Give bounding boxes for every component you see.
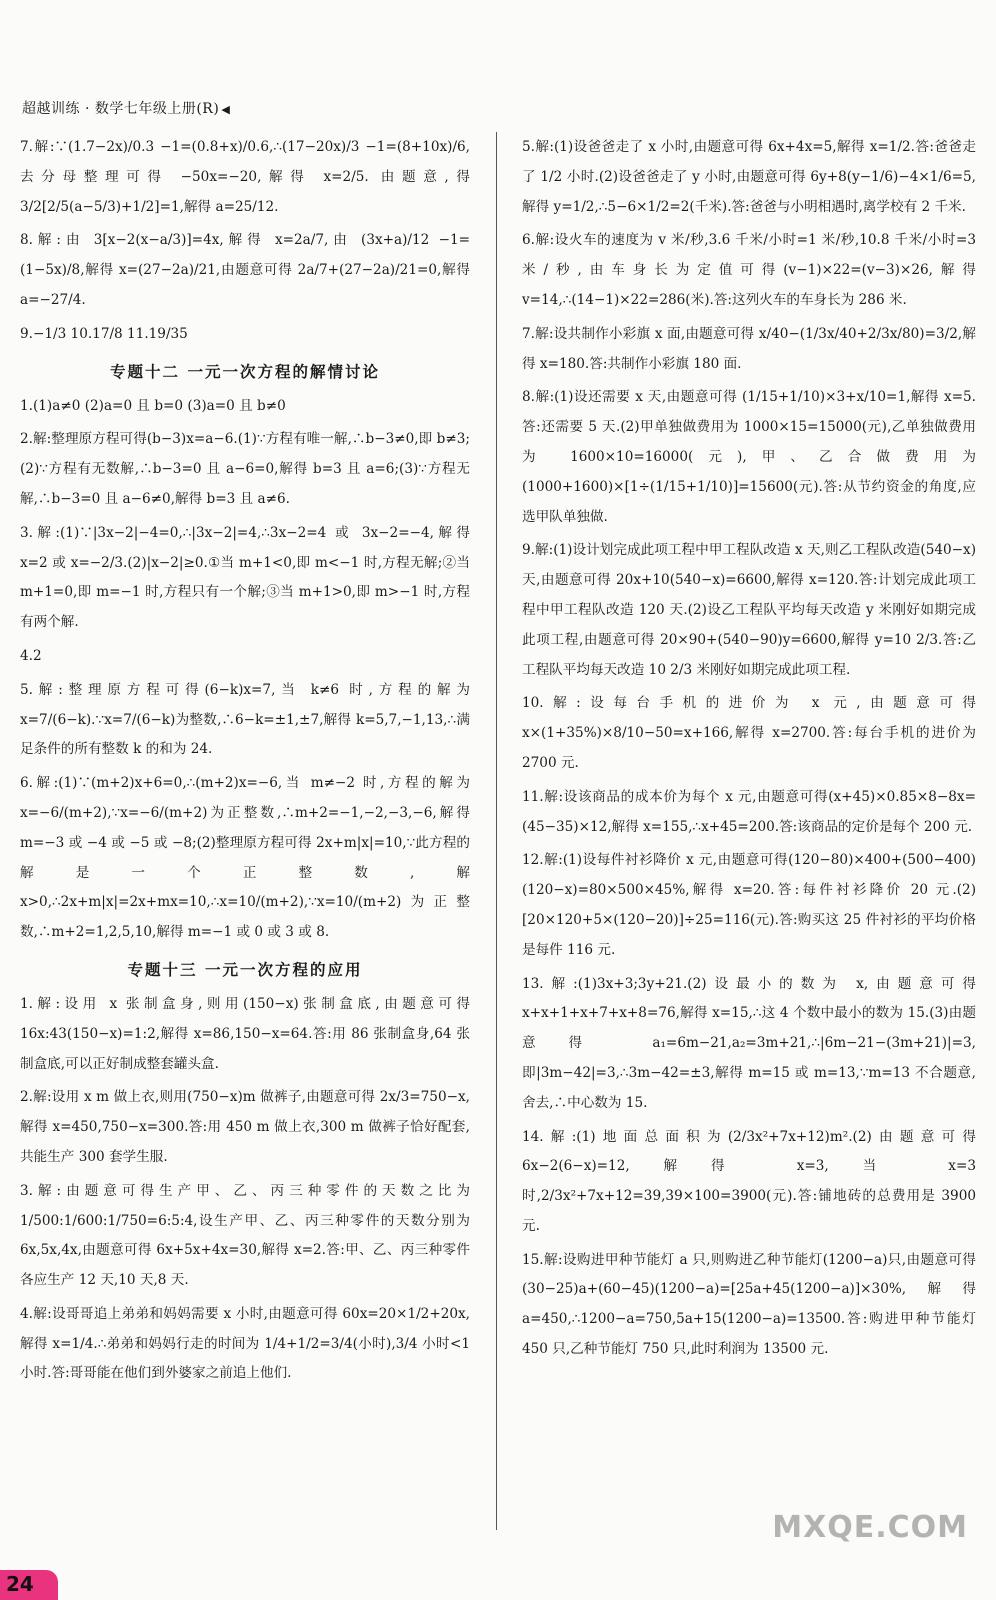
answer-13-2: 2.解:设用 x m 做上衣,则用(750−x)m 做裤子,由题意可得 2x/3=750−x,解得 x=450,750−x=300.答:用 450 m 做上衣,300 m 做裤子恰好配套,共能生产 300 套学生服. <box>20 1089 470 1165</box>
answer-r7: 7.解:设共制作小彩旗 x 面,由题意可得 x/40−(1/3x/40+2/3x/80)=3/2,解得 x=180.答:共制作小彩旗 180 面. <box>522 325 976 372</box>
answer-r9: 9.解:(1)设计划完成此项工程中甲工程队改造 x 天,则乙工程队改造(540−x)天,由题意可得 20x+10(540−x)=6600,解得 x=120.答:计划完成此项工程中甲工程队改造 120 天.(2)设乙工程队平均每天改造 y 米刚好如期完成此项工程,由题意可得 20×90+(540−90)y=6600,解得 y=10 2/3.答:乙工程队平均每天改造 10 2/3 米刚好如期完成此项工程. <box>522 542 976 678</box>
answer-13-1: 1.解:设用 x 张制盒身,则用(150−x)张制盒底,由题意可得 16x:43(150−x)=1:2,解得 x=86,150−x=64.答:用 86 张制盒身,64 张制盒底,可以正好制成整套罐头盒. <box>20 995 470 1072</box>
answer-8: 8.解:由 3[x−2(x−a/3)]=4x,解得 x=2a/7,由 (3x+a)/12 −1=(1−5x)/8,解得 x=(27−2a)/21,由题意可得 2a/7+(27−2a)/21=0,解得 a=−27/4. <box>20 232 470 308</box>
answer-r15: 15.解:设购进甲种节能灯 a 只,则购进乙种节能灯(1200−a)只,由题意可得(30−25)a+(60−45)(1200−a)=[25a+45(1200−a)]×30%,解得 a=450,∴1200−a=750,5a+15(1200−a)=13500.答:购进甲种节能灯 450 只,乙种节能灯 750 只,此时利润为 13500 元. <box>522 1251 976 1358</box>
answer-r5: 5.解:(1)设爸爸走了 x 小时,由题意可得 6x+4x=5,解得 x=1/2.答:爸爸走了 1/2 小时.(2)设爸爸走了 y 小时,由题意可得 6y+8(y−1/6)−4×1/6=5,解得 y=1/2,∴5−6×1/2=2(千米).答:爸爸与小明相遇时,离学校有 2 千米. <box>522 139 976 215</box>
answer-13-3: 3.解:由题意可得生产甲、乙、丙三种零件的天数之比为 1/500:1/600:1/750=6:5:4,设生产甲、乙、丙三种零件的天数分别为 6x,5x,4x,由题意可得 6x+5x+4x=30,解得 x=2.答:甲、乙、丙三种零件各应生产 12 天,10 天,8 天. <box>20 1182 470 1289</box>
answer-12-4: 4.2 <box>20 647 42 664</box>
answer-r10: 10.解:设每台手机的进价为 x 元,由题意可得 x×(1+35%)×8/10−50=x+166,解得 x=2700.答:每台手机的进价为 2700 元. <box>522 695 976 771</box>
answer-9-11: 9.−1/3 10.17/8 11.19/35 <box>20 325 188 342</box>
answer-12-2: 2.解:整理原方程可得(b−3)x=a−6.(1)∵方程有唯一解,∴b−3≠0,即 b≠3;(2)∵方程有无数解,∴b−3=0 且 a−6=0,解得 b=3 且 a=6;(3)∵方程无解,∴b−3=0 且 a−6≠0,解得 b=3 且 a≠6. <box>20 431 470 507</box>
column-divider <box>496 132 497 1530</box>
right-column <box>522 133 976 1369</box>
answer-r11: 11.解:设该商品的成本价为每个 x 元,由题意可得(x+45)×0.85×8−8x=(45−35)×12,解得 x=155,∴x+45=200.答:该商品的定价是每个 200 元. <box>522 788 976 835</box>
answer-r14: 14.解:(1)地面总面积为(2/3x²+7x+12)m².(2)由题意可得 6x−2(6−x)=12,解得 x=3,当 x=3 时,2/3x²+7x+12=39,39×100=3900(元).答:铺地砖的总费用是 3900 元. <box>522 1128 976 1234</box>
header-arrow-icon: ◀ <box>221 103 231 116</box>
section-heading-13: 专题十三 一元一次方程的应用 <box>127 959 363 979</box>
answer-r12: 12.解:(1)设每件衬衫降价 x 元,由题意可得(120−80)×400+(500−400)(120−x)=80×500×45%,解得 x=20.答:每件衬衫降价 20 元.(2)[20×120+5×(120−20)]÷25=116(元).答:购买这 25 件衬衫的平均价格是每件 116 元. <box>522 852 976 958</box>
answer-12-1: 1.(1)a≠0 (2)a=0 且 b=0 (3)a=0 且 b≠0 <box>20 397 286 414</box>
answer-r6: 6.解:设火车的速度为 v 米/秒,3.6 千米/小时=1 米/秒,10.8 千米/小时=3 米/秒,由车身长为定值可得(v−1)×22=(v−3)×26,解得 v=14,∴(14−1)×22=286(米).答:这列火车的车身长为 286 米. <box>522 232 976 308</box>
page-number: 24 <box>6 1572 34 1596</box>
section-heading-12: 专题十二 一元一次方程的解情讨论 <box>110 361 380 381</box>
answer-13-4: 4.解:设哥哥追上弟弟和妈妈需要 x 小时,由题意可得 60x=20×1/2+20x,解得 x=1/4.∴弟弟和妈妈行走的时间为 1/4+1/2=3/4(小时),3/4 小时<1 小时.答:哥哥能在他们到外婆家之前追上他们. <box>20 1305 470 1382</box>
answer-r8: 8.解:(1)设还需要 x 天,由题意可得 (1/15+1/10)×3+x/10=1,解得 x=5.答:还需要 5 天.(2)甲单独做费用为 1000×15=15000(元),乙单独做费用为 1600×10=16000(元),甲、乙合做费用为(1000+1600)×[1÷(1/15+1/10)]=15600(元).答:从节约资金的角度,应选甲队单独做. <box>522 389 976 525</box>
answer-12-3: 3.解:(1)∵|3x−2|−4=0,∴|3x−2|=4,∴3x−2=4 或 3x−2=−4,解得 x=2 或 x=−2/3.(2)|x−2|≥0.①当 m+1<0,即 m<−1 时,方程无解;②当 m+1=0,即 m=−1 时,方程只有一个解;③当 m+1>0,即 m>−1 时,方程有两个解. <box>20 524 470 631</box>
left-column <box>20 133 470 1393</box>
header-title: 超越训练 · 数学七年级上册(R) <box>22 101 220 117</box>
answer-7: 7.解:∵(1.7−2x)/0.3 −1=(0.8+x)/0.6,∴(17−20x)/3 −1=(8+10x)/6,去分母整理可得 −50x=−20,解得 x=2/5. 由题意,得 3/2[2/5(a−5/3)+1/2]=1,解得 a=25/12. <box>20 139 470 215</box>
answer-12-6: 6.解:(1)∵(m+2)x+6=0,∴(m+2)x=−6,当 m≠−2 时,方程的解为 x=−6/(m+2),∵x=−6/(m+2)为正整数,∴m+2=−1,−2,−3,−6,解得 m=−3 或 −4 或 −5 或 −8;(2)整理原方程可得 2x+m|x|=10,∵此方程的解是一个正整数,解 x>0,∴2x+m|x|=2x+mx=10,∴x=10/(m+2),∵x=10/(m+2)为正整数,∴m+2=1,2,5,10,解得 m=−1 或 0 或 3 或 8. <box>20 775 470 941</box>
answer-12-5: 5.解:整理原方程可得(6−k)x=7,当 k≠6 时,方程的解为 x=7/(6−k).∵x=7/(6−k)为整数,∴6−k=±1,±7,解得 k=5,7,−1,13,∴满足条件的所有整数 k 的和为 24. <box>20 681 470 758</box>
watermark: MXQE.COM <box>772 1510 968 1545</box>
answer-r13: 13.解:(1)3x+3;3y+21.(2)设最小的数为 x,由题意可得 x+x+1+x+7+x+8=76,解得 x=15,∴这 4 个数中最小的数为 15.(3)由题意得 a₁=6m−21,a₂=3m+21,∴|6m−21−(3m+21)|=3,即|3m−42|=3,∴3m−42=±3,解得 m=15 或 m=13,∵m=13 不合题意,舍去,∴中心数为 15. <box>522 975 976 1111</box>
page-number-badge <box>0 1570 58 1600</box>
page-header <box>22 98 230 118</box>
